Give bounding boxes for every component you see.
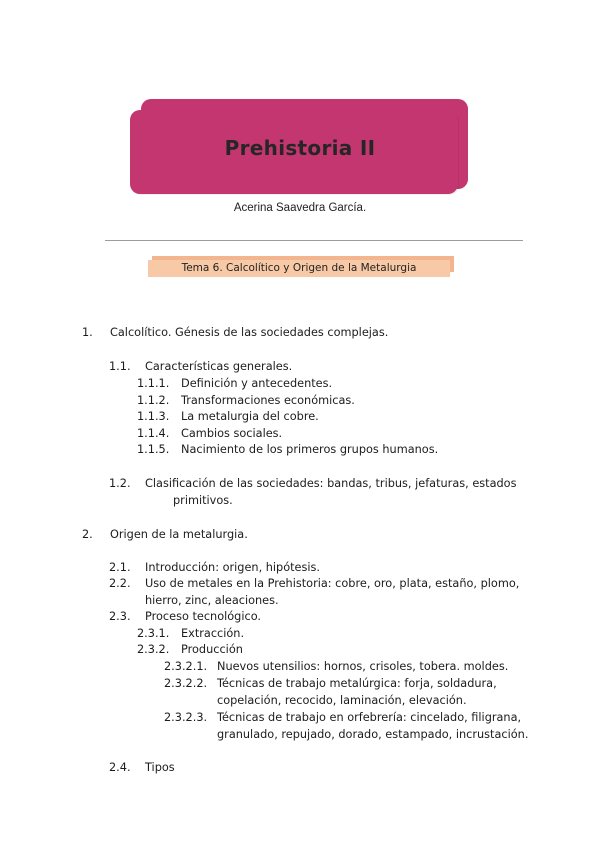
outline-text: Tipos bbox=[145, 761, 175, 774]
divider-line bbox=[105, 240, 523, 241]
outline-number: 2.3.1. bbox=[137, 627, 170, 640]
outline-number: 1.1. bbox=[109, 360, 131, 373]
outline-text: Producción bbox=[181, 643, 243, 656]
outline-text: Uso de metales en la Prehistoria: cobre, oro, plata, estaño, plomo, bbox=[145, 577, 520, 590]
outline-number: 2.2. bbox=[109, 577, 131, 590]
outline-number: 2. bbox=[82, 528, 93, 541]
outline-text-continued: granulado, repujado, dorado, estampado, incrustación. bbox=[217, 728, 529, 741]
author-name: Acerina Saavedra García. bbox=[233, 202, 367, 214]
outline-number: 1. bbox=[82, 326, 93, 339]
outline-text-continued: hierro, zinc, aleaciones. bbox=[145, 594, 279, 607]
outline-text: Definición y antecedentes. bbox=[181, 377, 333, 390]
outline-text: Nuevos utensilios: hornos, crisoles, tobera. moldes. bbox=[217, 660, 509, 673]
outline-text: Cambios sociales. bbox=[181, 427, 283, 440]
outline-number: 2.3.2.2. bbox=[164, 677, 208, 690]
outline-text: Calcolítico. Génesis de las sociedades complejas. bbox=[110, 326, 389, 339]
outline-number: 1.1.5. bbox=[137, 443, 170, 456]
outline-text-continued: primitivos. bbox=[173, 494, 233, 507]
tema-heading: Tema 6. Calcolítico y Origen de la Metalurgia bbox=[181, 262, 417, 274]
outline-number: 1.1.4. bbox=[137, 427, 170, 440]
outline-text-continued: copelación, recocido, laminación, elevación. bbox=[217, 694, 467, 707]
outline-text: La metalurgia del cobre. bbox=[181, 410, 319, 423]
outline-number: 1.1.2. bbox=[137, 394, 170, 407]
outline-number: 2.3.2. bbox=[137, 643, 170, 656]
outline-number: 1.2. bbox=[109, 477, 131, 490]
outline-text: Proceso tecnológico. bbox=[145, 610, 262, 623]
outline-number: 2.3. bbox=[109, 610, 131, 623]
outline-text: Extracción. bbox=[181, 627, 245, 640]
outline-text: Nacimiento de los primeros grupos humanos. bbox=[181, 443, 439, 456]
outline-text: Transformaciones económicas. bbox=[181, 394, 355, 407]
outline-text: Técnicas de trabajo metalúrgica: forja, soldadura, bbox=[217, 677, 497, 690]
outline-text: Características generales. bbox=[145, 360, 293, 373]
outline-text: Introducción: origen, hipótesis. bbox=[145, 561, 321, 574]
outline-number: 1.1.3. bbox=[137, 410, 170, 423]
outline-number: 1.1.1. bbox=[137, 377, 170, 390]
outline-number: 2.3.2.3. bbox=[164, 711, 208, 724]
outline-text: Clasificación de las sociedades: bandas, tribus, jefaturas, estados bbox=[145, 477, 517, 490]
outline-text: Origen de la metalurgia. bbox=[110, 528, 248, 541]
outline-number: 2.3.2.1. bbox=[164, 660, 208, 673]
outline-number: 2.4. bbox=[109, 761, 131, 774]
document-title: Prehistoria II bbox=[224, 136, 376, 160]
outline-text: Técnicas de trabajo en orfebrería: cincelado, filigrana, bbox=[217, 711, 522, 724]
outline-number: 2.1. bbox=[109, 561, 131, 574]
